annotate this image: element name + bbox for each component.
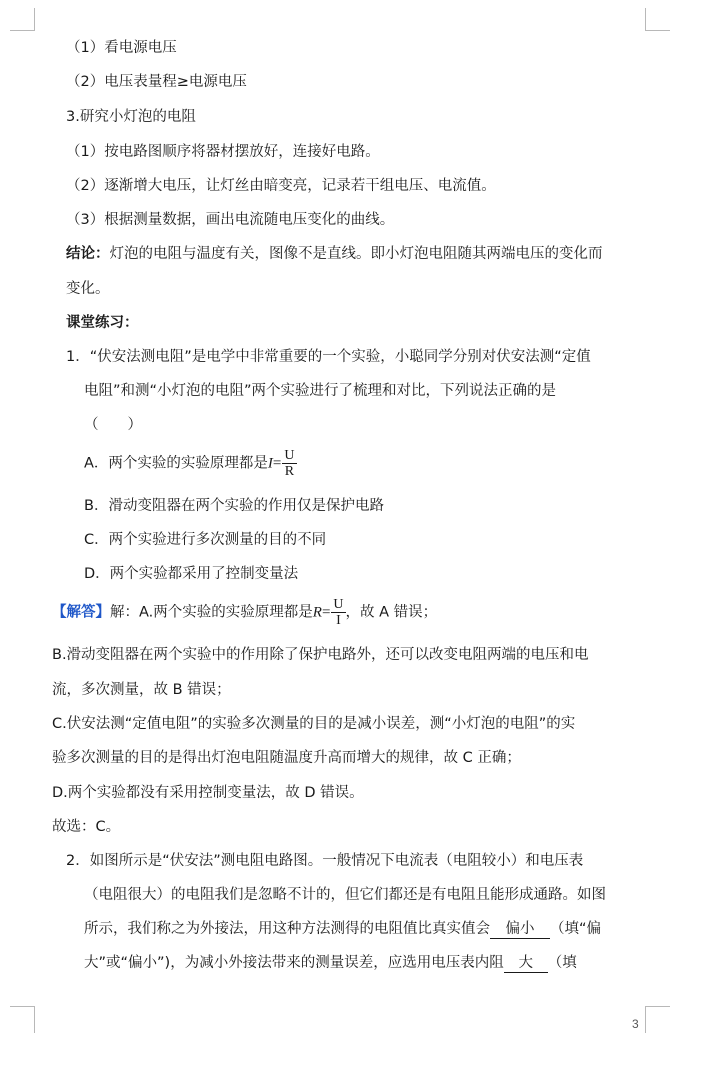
answer-a-text: 解：A.两个实验的实验原理都是 [110,604,313,621]
answer-line-c: C.伏安法测“定值电阻”的实验多次测量的目的是减小误差，测“小灯泡的电阻”的实 [52,716,576,732]
question-1-text: “伏安法测电阻”是电学中非常重要的一个实验，小聪同学分别对伏安法测“定值 [89,349,591,365]
step-line: （1）按电路图顺序将器材摆放好，连接好电路。 [66,144,380,160]
step-line: （3）根据测量数据，画出电流随电压变化的曲线。 [66,212,395,228]
question-2-stem-cont: （电阻很大）的电阻我们是忽略不计的，但它们都还是有电阻且能形成通路。如图 [84,887,606,903]
page-number: 3 [632,1017,639,1031]
answer-choice: 故选：C。 [52,819,121,835]
answer-line-d: D.两个实验都没有采用控制变量法，故 D 错误。 [52,785,364,801]
fraction-denominator: I [336,613,341,628]
formula-variable: I [267,455,273,472]
crop-mark-top-right [645,8,670,31]
question-2-number: 2． [66,853,90,869]
question-2-stem [66,851,583,871]
conclusion-text-cont: 变化。 [66,281,110,297]
conclusion-line [66,244,603,264]
option-c: C．两个实验进行多次测量的目的不同 [84,532,327,548]
step-line: （2）逐渐增大电压，让灯丝由暗变亮，记录若干组电压、电流值。 [66,178,496,194]
answer-a-result: ，故 A 错误； [345,604,438,621]
fill-blank-answer: 偏小 [490,921,550,939]
conclusion-text: 灯泡的电阻与温度有关，图像不是直线。即小灯泡电阻随其两端电压的变化而 [109,246,603,262]
step-line: （1）看电源电压 [66,40,177,56]
question-2-line-3 [84,919,601,939]
option-b: B．滑动变阻器在两个实验的作用仅是保护电路 [84,498,384,514]
question-2-text: （填 [547,955,577,971]
question-1-number: 1． [66,349,90,365]
option-a [84,448,297,479]
answer-tag: 【解答】 [52,604,110,621]
step-line: （2）电压表量程≥电源电压 [66,74,247,90]
formula-equals: = [272,455,282,472]
question-1-stem-cont: 电阻”和测“小灯泡的电阻”两个实验进行了梳理和对比，下列说法正确的是 [84,383,557,399]
formula-equals: = [321,604,331,621]
answer-line-c-cont: 验多次测量的目的是得出灯泡电阻随温度升高而增大的规律，故 C 正确； [52,750,521,766]
formula-fraction [282,448,296,479]
section-heading: 3.研究小灯泡的电阻 [66,109,196,125]
question-2-line-4 [84,953,577,973]
question-2-text: 如图所示是“伏安法”测电阻电路图。一般情况下电流表（电阻较小）和电压表 [89,853,584,869]
option-d: D．两个实验都采用了控制变量法 [84,566,299,582]
fill-blank-answer: 大 [504,955,548,973]
answer-parentheses: （ ） [84,417,142,433]
conclusion-label: 结论： [66,246,110,262]
fraction-denominator: R [284,464,295,479]
fraction-numerator: U [333,597,344,612]
question-1-stem [66,347,591,367]
formula-variable: R [312,604,322,621]
answer-line-a [52,597,437,628]
formula-fraction [331,597,345,628]
practice-title: 课堂练习： [66,315,139,331]
crop-mark-top-left [10,8,35,31]
question-2-text: 大”或“偏小”)，为减小外接法带来的测量误差，应选用电压表内阻 [84,955,504,971]
question-2-text: 所示，我们称之为外接法，用这种方法测得的电阻值比真实值会 [84,921,490,937]
crop-mark-bottom-right [645,1006,670,1033]
answer-line-b: B.滑动变阻器在两个实验中的作用除了保护电路外，还可以改变电阻两端的电压和电 [52,647,589,663]
option-a-text: A．两个实验的实验原理都是 [84,455,268,472]
crop-mark-bottom-left [10,1006,35,1033]
question-2-text: （填“偏 [550,921,602,937]
fraction-numerator: U [284,448,295,463]
answer-line-b-cont: 流，多次测量，故 B 错误； [52,682,231,698]
